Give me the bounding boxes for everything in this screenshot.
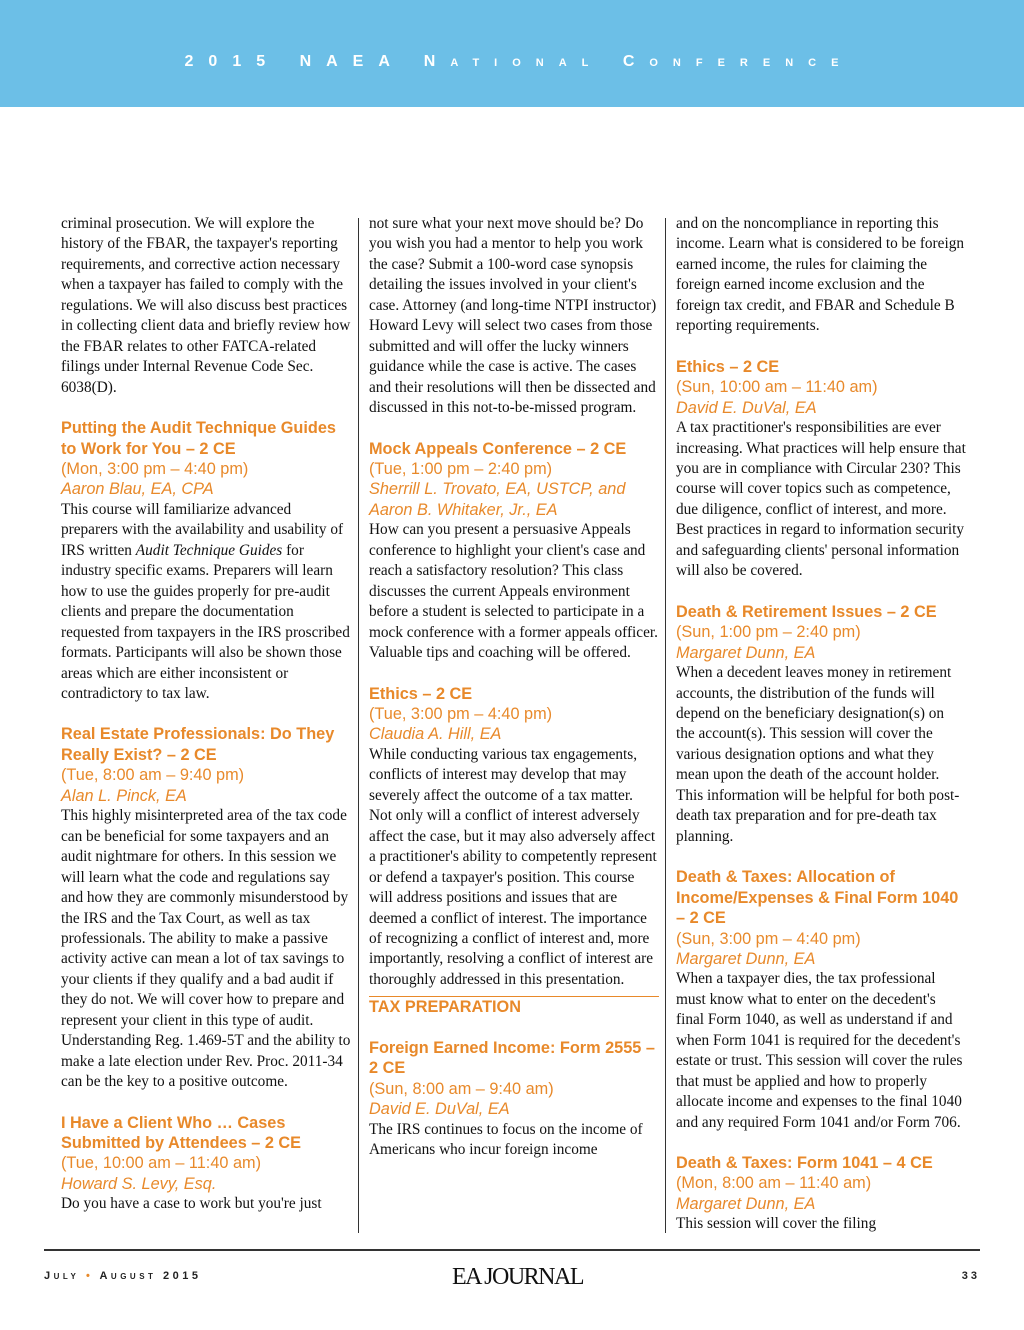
session-death-retirement [676,602,966,847]
session-title: Death & Taxes: Allocation of Income/Expenses & Final Form 1040 – 2 CE [676,868,959,928]
session-description: The IRS continues to focus on the income of Americans who incur foreign income [369,1120,643,1159]
session-foreign-earned-income [369,1038,659,1161]
session-death-taxes-1041 [676,1153,966,1235]
session-description: When a decedent leaves money in retirement accounts, the distribution of the funds will depend on the beneficiary designation(s) on the account(s). This session will cover the various designation options and what they mean upon the death of the account holder. This information will be helpful for both post-death tax preparation and for pre-death tax planning. [676,664,960,845]
session-description: How can you present a persuasive Appeals conference to highlight your client's case and reach a satisfactory resolution? This class discusses the current Appeals environment before a student is selected to participate in a mock conference with a former appeals officer. Valuable tips and coaching will be offered. [369,521,658,662]
session-title: Ethics – 2 CE [676,357,780,376]
separator-dot: • [85,1270,94,1282]
session-description: While conducting various tax engagements, conflicts of interest may develop that may severely affect the outcome of a tax matter. Not only will a conflict of interest adversely affect the case, but it may also adversely affect a practitioner's ability to competently represent or defend a taxpayer's position. This course will address positions and issues that are deemed a conflict of interest. The importance of recognizing a conflict of interest and, more importantly, resolving a conflict of interest are thoroughly addressed in this presentation. [369,745,657,988]
session-time: (Sun, 10:00 am – 11:40 am) [676,378,878,397]
session-description: When a taxpayer dies, the tax professional must know what to enter on the decedent's final Form 1040, as well as understand if and when Form 1041 is required for the decedent's estate or trust. This session will cover the rules that must be applied and how to properly allocate income and expenses to the final 1040 and any required Form 1041 and/or Form 706. [676,970,963,1131]
session-time: (Tue, 10:00 am – 11:40 am) [61,1154,262,1173]
session-death-taxes-1040 [676,867,966,1133]
session-time: (Mon, 3:00 pm – 4:40 pm) [61,459,249,478]
session-speaker: Margaret Dunn, EA [676,1194,816,1213]
session-speaker: Howard S. Levy, Esq. [61,1174,217,1193]
session-real-estate-professionals [61,724,351,1092]
session-title: Death & Retirement Issues – 2 CE [676,602,937,621]
session-client-cases [61,1113,351,1215]
session-time: (Tue, 3:00 pm – 4:40 pm) [369,704,553,723]
session-description: A tax practitioner's responsibilities are ever increasing. What practices will help ensure that you are in compliance with Circular 230? This course will cover topics such as competence, due diligence, conflict of interest, and more. Best practices in regard to information security and safeguarding clients' personal information will also be covered. [676,419,966,580]
session-time: (Sun, 3:00 pm – 4:40 pm) [676,929,861,948]
session-time: (Sun, 8:00 am – 9:40 am) [369,1079,554,1098]
session-mock-appeals [369,439,659,664]
session-speaker: Sherrill L. Trovato, EA, USTCP, and Aaron B. Whitaker, Jr., EA [369,480,626,519]
session-title: Ethics – 2 CE [369,684,473,703]
column-1 [61,214,351,1215]
session-description: Do you have a case to work but you're just [61,1195,322,1213]
session-speaker: Claudia A. Hill, EA [369,725,502,744]
column-2 [369,214,659,1160]
conference-title: 2015 NAEA National Conference [184,53,854,70]
journal-logo: EA JOURNAL [452,1264,584,1290]
session-speaker: David E. DuVal, EA [676,398,817,417]
header-banner [0,0,1024,107]
session-time: (Tue, 1:00 pm – 2:40 pm) [369,459,553,478]
session-speaker: Aaron Blau, EA, CPA [61,480,214,499]
session-time: (Mon, 8:00 am – 11:40 am) [676,1174,872,1193]
page-number: 33 [961,1270,980,1282]
section-heading: TAX PREPARATION [369,996,659,1017]
intro-paragraph: criminal prosecution. We will explore the history of the FBAR, the taxpayer's reporting requirements, and corrective action necessary when a taxpayer has failed to comply with the regulations. We will also discuss best practices in collecting client data and briefly review how the FBAR relates to other FATCA-related filings under Internal Revenue Code Sec. 6038(D). [61,215,351,396]
session-description: This highly misinterpreted area of the tax code can be beneficial for some taxpayers and an audit nightmare for others. In this session we will learn what the code and regulations say and how they are commonly misunderstood by the IRS and the Tax Court, as well as tax professionals. The ability to make a passive activity active can mean a lot of tax savings to your clients if they qualify and a bad audit if they do not. We will cover how to prepare and represent your client in this type of audit. Understanding Reg. 1.469-5T and the ability to make a late election under Rev. Proc. 2011-34 can be the key to a positive outcome. [61,807,351,1091]
footer-divider [44,1249,980,1251]
session-time: (Tue, 8:00 am – 9:40 pm) [61,766,245,785]
session-title: I Have a Client Who … Cases Submitted by Attendees – 2 CE [61,1113,302,1153]
session-ethics-tue [369,684,659,991]
session-time: (Sun, 1:00 pm – 2:40 pm) [676,623,861,642]
column-divider [358,218,359,1233]
session-description: This course will familiarize advanced preparers with the availability and usability of IRS written Audit Technique Guides for industry specific exams. Preparers will learn how to use the guides properly for pre-audit clients and prepare the documentation requested from taxpayers in the IRS proscribed formats. Participants will also be shown those areas which are either inconsistent or contradictory to tax law. [61,500,350,702]
session-title: Mock Appeals Conference – 2 CE [369,439,627,458]
column-3 [676,214,966,1235]
session-title: Putting the Audit Technique Guides to Work for You – 2 CE [61,419,336,458]
session-speaker: Margaret Dunn, EA [676,643,816,662]
session-speaker: David E. DuVal, EA [369,1100,510,1119]
session-description: This session will cover the filing [676,1215,877,1233]
column-divider [665,218,666,1233]
issue-date: July • August 2015 [44,1270,202,1282]
session-ethics-sun [676,357,966,582]
intro-paragraph: not sure what your next move should be? Do you wish you had a mentor to help you work the case? Submit a 100-word case synopsis detailing the issues involved in your client's case. Attorney (and long-time NTPI instructor) Howard Levy will select two cases from those submitted and will offer the lucky winners guidance while the case is active. The cases and their resolutions will then be dissected and discussed in this not-to-be-missed program. [369,215,657,417]
intro-paragraph: and on the noncompliance in reporting this income. Learn what is considered to be foreign earned income, the rules for claiming the foreign earned income exclusion and the foreign tax credit, and FBAR and Schedule B reporting requirements. [676,215,964,335]
session-title: Real Estate Professionals: Do They Really Exist? – 2 CE [61,725,335,764]
session-speaker: Alan L. Pinck, EA [61,786,187,805]
session-audit-technique-guides [61,418,351,704]
session-title: Foreign Earned Income: Form 2555 – 2 CE [369,1038,655,1078]
session-speaker: Margaret Dunn, EA [676,949,816,968]
session-title: Death & Taxes: Form 1041 – 4 CE [676,1154,933,1173]
